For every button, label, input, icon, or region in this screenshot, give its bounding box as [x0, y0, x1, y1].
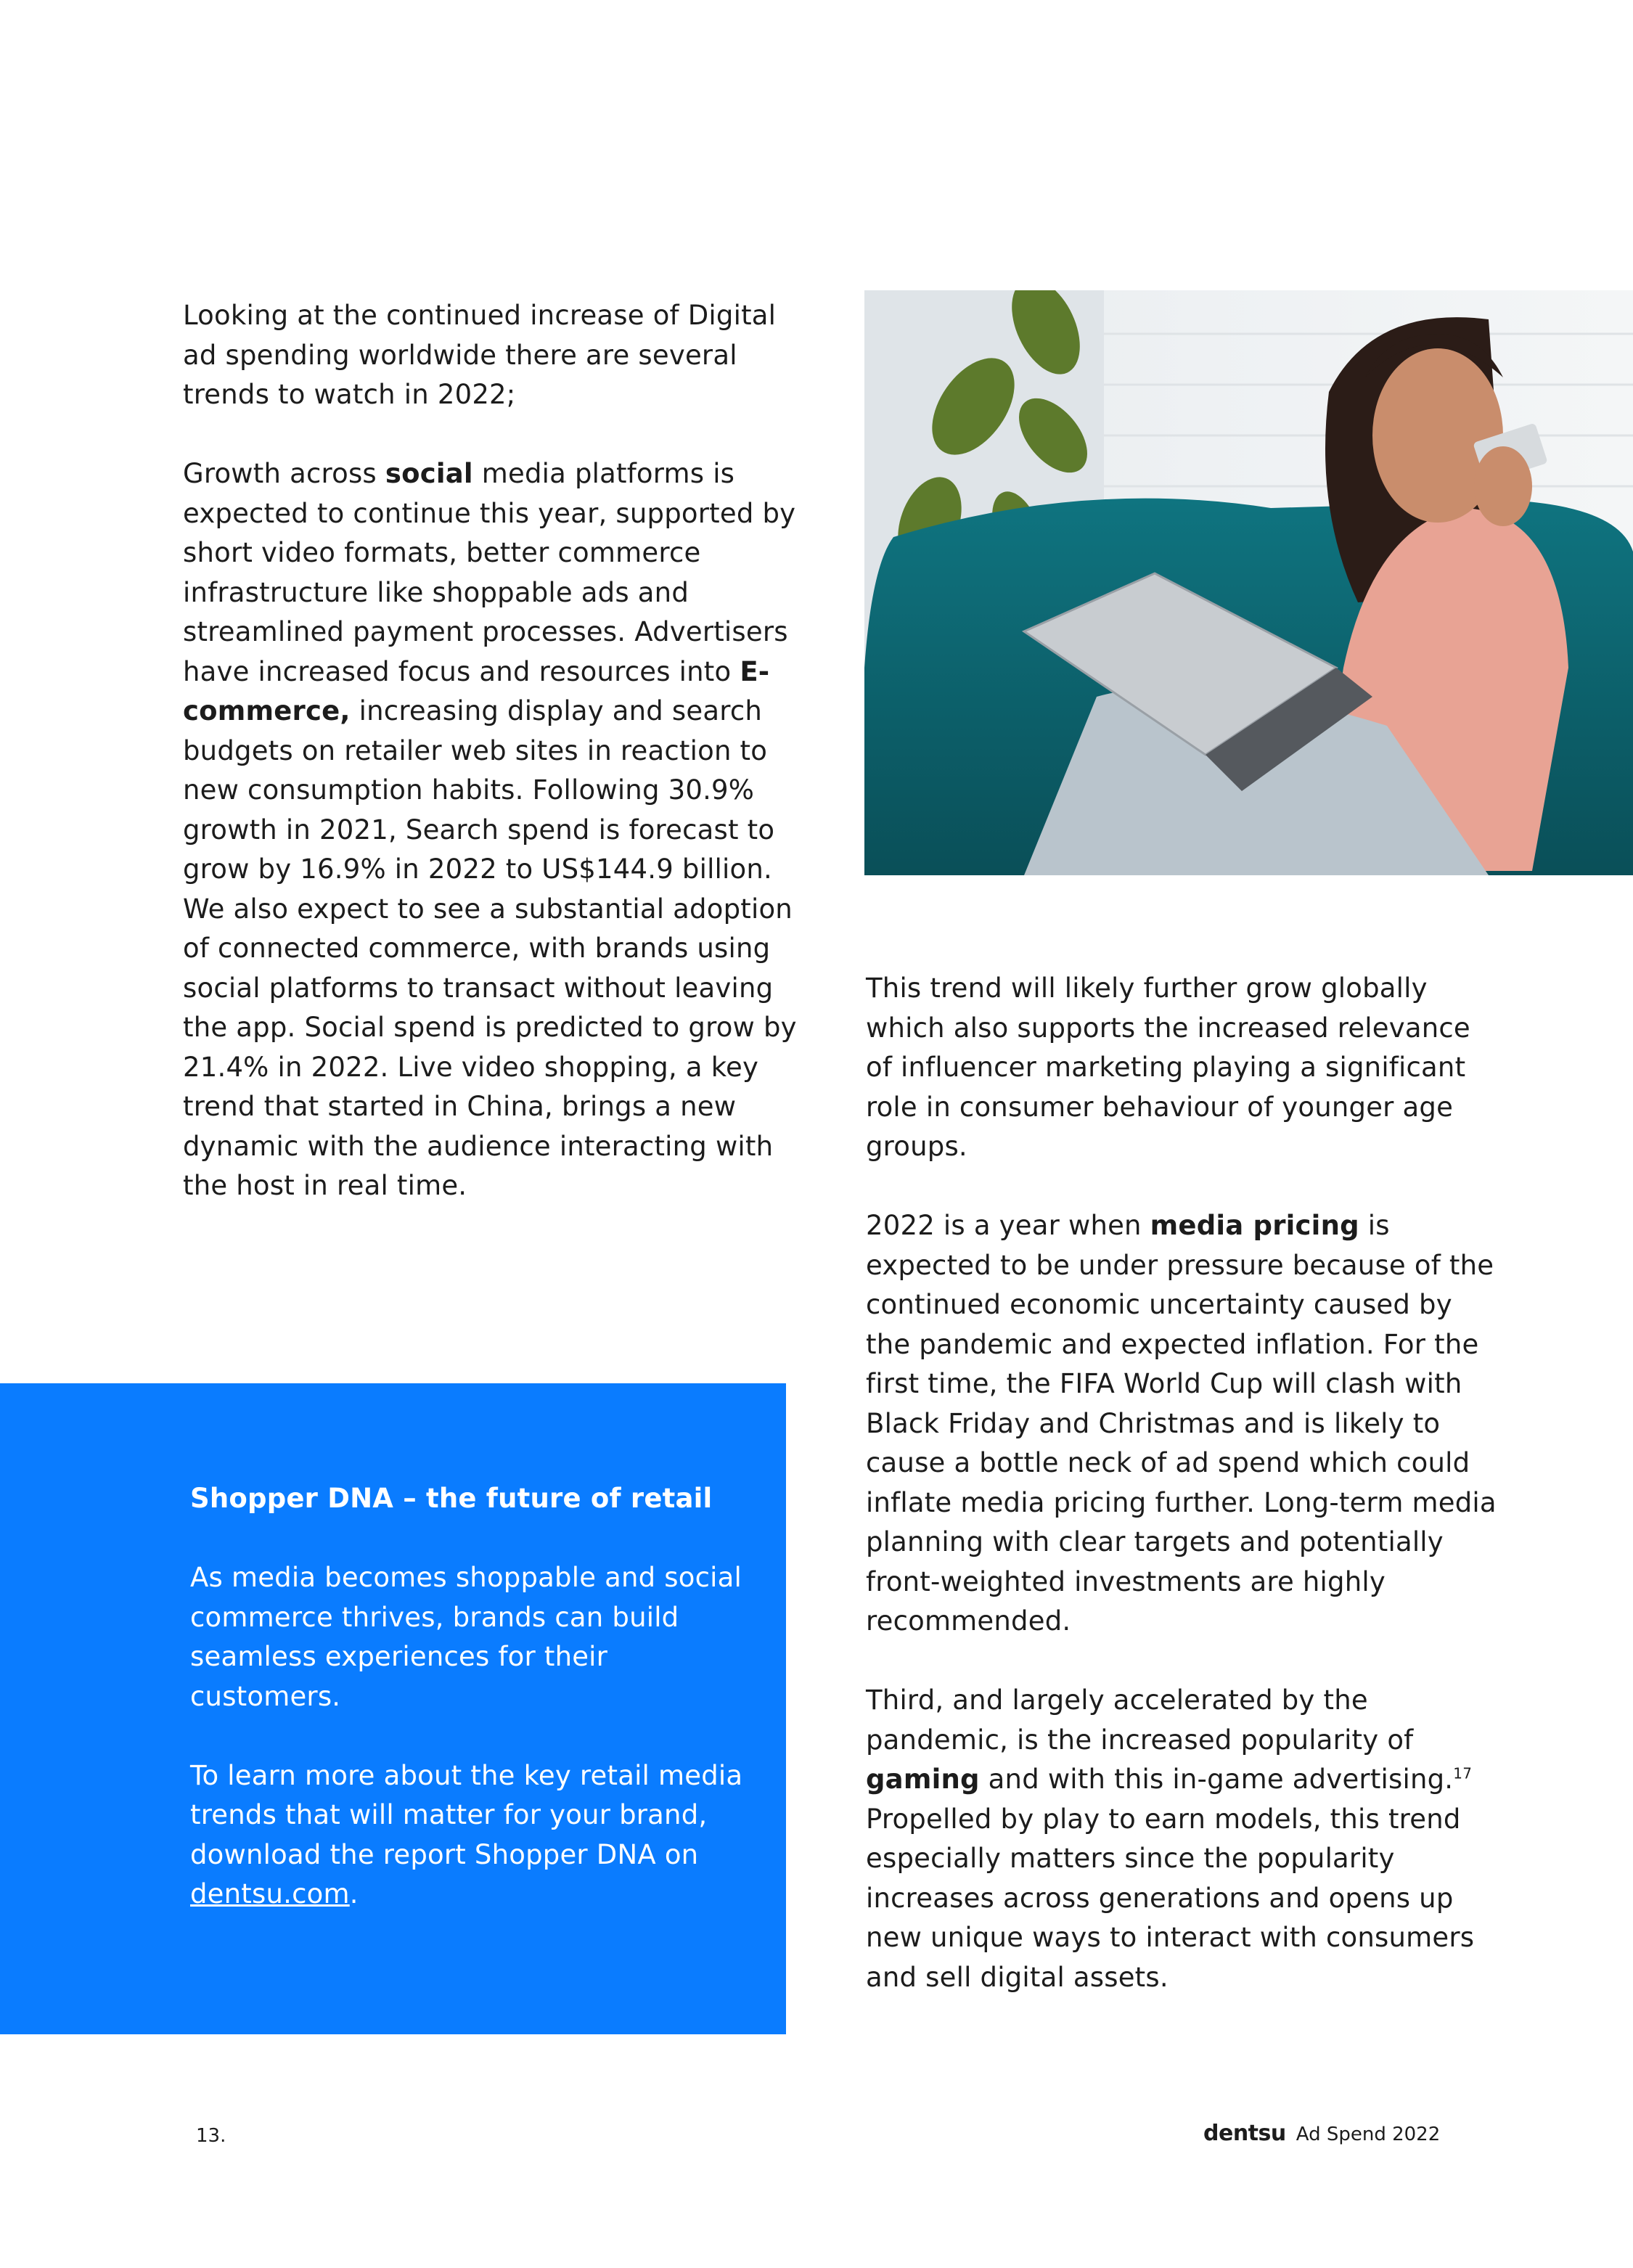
text-run: Third, and largely accelerated by the pandemic, is the increased popularity of	[866, 1684, 1414, 1756]
page-number: 13.	[196, 2125, 226, 2147]
media-pricing-paragraph	[866, 1206, 1505, 1642]
text-run: Propelled by play to earn models, this trend especially matters since the popularity increases across generations and opens up new unique ways to interact with consumers and sell digital assets.	[866, 1803, 1475, 1993]
bold-media-pricing: media pricing	[1150, 1210, 1359, 1241]
text-run: Growth across	[183, 458, 385, 489]
hero-photo	[864, 290, 1633, 875]
bold-social: social	[385, 458, 473, 489]
text-run: and with this in-game advertising.	[979, 1764, 1454, 1795]
bold-ecommerce: E-commerce,	[183, 655, 770, 726]
text-run: increasing display and search budgets on retailer web sites in reaction to new consumption habits. Following 30.9% growth in 2021, Search spend is forecast to grow by 16.9% in 2022 to US$144.9 billion. We also expect to see a substantial adoption of connected commerce, with brands using social platforms to transact without leaving the app. Social spend is predicted to grow by 21.4% in 2022. Live video shopping, a key trend that started in China, brings a new dynamic with the audience interacting with the host in real time.	[183, 695, 797, 1201]
footnote-ref-17[interactable]: 17	[1453, 1764, 1473, 1782]
shopper-dna-callout	[0, 1383, 786, 2034]
text-run: .	[349, 1878, 359, 1909]
text-run: To learn more about the key retail media trends that will matter for your brand, download the report Shopper DNA on	[190, 1759, 743, 1870]
callout-paragraph-2	[190, 1756, 756, 1915]
publication-title: Ad Spend 2022	[1296, 2124, 1441, 2145]
text-run: 2022 is a year when	[866, 1210, 1150, 1241]
dentsu-logo: dentsu	[1203, 2121, 1286, 2146]
text-run: media platforms is expected to continue this year, supported by short video formats, better commerce infrastructure like shoppable ads and streamlined payment processes. Advertisers have increased focus and resources into	[183, 458, 796, 687]
intro-paragraph: Looking at the continued increase of Digital ad spending worldwide there are several trends to watch in 2022;	[183, 300, 777, 410]
callout-title: Shopper DNA – the future of retail	[190, 1483, 713, 1514]
gaming-paragraph	[866, 1681, 1505, 1997]
influencer-paragraph: This trend will likely further grow globally which also supports the increased relevance of influencer marketing playing a significant role in consumer behaviour of younger age groups.	[866, 973, 1470, 1162]
left-column	[183, 296, 800, 1206]
text-run: is expected to be under pressure because of the continued economic uncertainty caused by the pandemic and expected inflation. For the first time, the FIFA World Cup will clash with Black Friday and Christmas and is likely to cause a bottle neck of ad spend which could inflate media pricing further. Long-term media planning with clear targets and potentially front-weighted investments are highly recommended.	[866, 1210, 1497, 1637]
dentsu-link[interactable]: dentsu.com	[190, 1878, 350, 1909]
right-column	[866, 969, 1505, 1997]
social-paragraph	[183, 454, 800, 1206]
bold-gaming: gaming	[866, 1764, 980, 1795]
woman-shopping-online-image	[864, 290, 1633, 875]
footer-brand	[1203, 2121, 1440, 2146]
callout-paragraph-1: As media becomes shoppable and social commerce thrives, brands can build seamless experiences for their customers.	[190, 1562, 742, 1712]
